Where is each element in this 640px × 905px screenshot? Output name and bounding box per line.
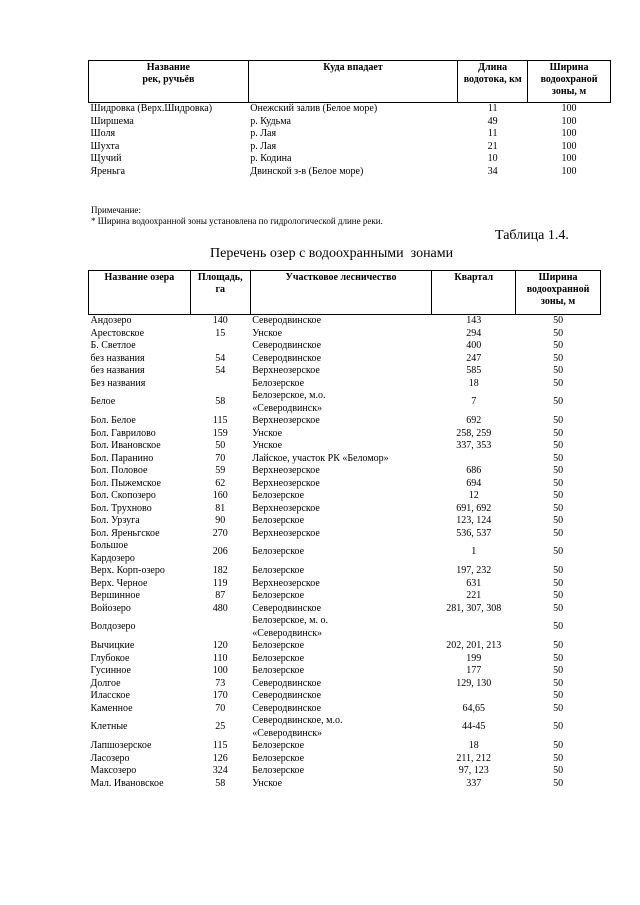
table-cell: 206 — [212, 546, 228, 558]
table-cell: 50 — [553, 765, 564, 776]
table-cell: 324 — [212, 765, 228, 776]
note-text: * Ширина водоохранной зоны установлена по гидрологической длине реки. — [91, 216, 383, 226]
table-cell: 10 — [487, 153, 498, 164]
table-cell: Унское — [252, 777, 283, 789]
table-cell: Лайское, участок РК «Беломор» — [252, 452, 389, 464]
table-row — [89, 116, 611, 129]
table-cell: 143 — [466, 315, 482, 326]
table-row — [89, 653, 601, 666]
table-cell: Бол. Пыжемское — [90, 477, 161, 489]
table-row — [89, 415, 601, 428]
table-cell: 197, 232 — [456, 565, 492, 576]
table-cell: без названия — [90, 365, 145, 376]
table-cell: Ширшема — [90, 115, 134, 127]
table-cell: 58 — [215, 777, 226, 789]
table-row — [89, 590, 601, 603]
table-row — [89, 340, 601, 353]
lakes-table — [88, 270, 601, 790]
header-area: Площадь, га — [190, 271, 250, 315]
table-cell: 170 — [212, 690, 228, 701]
table-row — [89, 703, 601, 716]
table-cell: Верхнеозерское — [252, 527, 320, 539]
table-cell: 140 — [212, 315, 228, 326]
table-cell: 50 — [553, 396, 564, 408]
table-cell: 115 — [212, 415, 228, 426]
table-cell: 177 — [466, 665, 482, 676]
table-row — [89, 378, 601, 391]
table-cell — [432, 453, 516, 466]
table-cell — [190, 615, 250, 640]
table-cell: 50 — [553, 502, 564, 514]
table-cell: 90 — [215, 515, 226, 526]
table-cell: 337, 353 — [456, 440, 492, 451]
table-cell: Бол. Урзуга — [90, 515, 140, 526]
lakes-table-header — [89, 271, 601, 315]
table-cell: 50 — [553, 702, 564, 714]
table-cell: Северодвинское, м.о. «Северодвинск» — [252, 715, 343, 739]
table-cell: 50 — [215, 440, 226, 451]
table-cell: 258, 259 — [456, 427, 492, 439]
table-cell: Андозеро — [90, 315, 132, 326]
table-cell: 100 — [561, 140, 577, 152]
header-flows-into: Куда впадает — [248, 61, 457, 103]
header-lake-name: Название озера — [89, 271, 191, 315]
table-cell: 631 — [466, 577, 482, 589]
table-cell: Глубокое — [90, 652, 130, 664]
table-row — [89, 603, 601, 616]
table-cell: 211, 212 — [456, 752, 492, 764]
table-cell — [190, 340, 250, 353]
table-cell: 686 — [466, 465, 482, 476]
table-cell: 50 — [553, 777, 564, 789]
table-cell: Бол. Ивановское — [90, 440, 161, 451]
table-cell: 18 — [468, 740, 479, 751]
table-cell: Верхнеозерское — [252, 365, 320, 376]
table-cell: Каменное — [90, 702, 133, 714]
table-row — [89, 715, 601, 740]
table-cell: Иласское — [90, 690, 130, 701]
table-cell: 50 — [553, 452, 564, 464]
table-cell: 50 — [553, 327, 564, 339]
table-cell: 221 — [466, 590, 482, 601]
header-length: Длина водотока, км — [458, 61, 528, 103]
table-cell: Вершинное — [90, 590, 140, 601]
table-cell: 11 — [487, 128, 498, 139]
table-cell: 281, 307, 308 — [446, 602, 502, 614]
table-cell: 110 — [212, 652, 228, 664]
table-cell: 50 — [553, 515, 564, 526]
table-cell: Бол. Скопозеро — [90, 490, 156, 501]
table-cell: 536, 537 — [456, 527, 492, 539]
table-cell: Белозерское — [252, 652, 305, 664]
table-cell: Онежский залив (Белое море) — [250, 103, 378, 114]
table-cell: 50 — [553, 652, 564, 664]
table-row — [89, 141, 611, 154]
table-row — [89, 740, 601, 753]
table-cell: Вычицкие — [90, 640, 135, 651]
table-cell: Клетные — [90, 721, 128, 733]
table-cell: Унское — [252, 427, 283, 439]
table-row — [89, 665, 601, 678]
table-cell: Бол. Трухново — [90, 502, 152, 514]
table-cell: без названия — [90, 352, 145, 364]
table-row — [89, 528, 601, 541]
table-cell: 50 — [553, 352, 564, 364]
table-cell: р. Лая — [250, 140, 277, 152]
table-cell: р. Кудьма — [250, 115, 291, 127]
table-cell: 50 — [553, 577, 564, 589]
table-row — [89, 765, 601, 778]
table-cell: 50 — [553, 415, 564, 426]
table-cell: р. Лая — [250, 128, 277, 139]
table-cell: Лапшозерское — [90, 740, 152, 751]
table-row — [89, 615, 601, 640]
table-row — [89, 328, 601, 341]
table-row — [89, 166, 611, 179]
table-cell: Северодвинское — [252, 340, 322, 351]
table-cell: Гусинное — [90, 665, 131, 676]
header-forestry: Участковое лесничество — [250, 271, 432, 315]
table-row — [89, 478, 601, 491]
table-cell: Белозерское, м. о. «Северодвинск» — [252, 615, 328, 639]
header-river-name: Название рек, ручьёв — [89, 61, 249, 103]
table-cell: 44-45 — [462, 721, 486, 733]
table-cell: Верхнеозерское — [252, 477, 320, 489]
table-cell: Большое Кардозеро — [90, 540, 135, 564]
table-cell: Ласозеро — [90, 752, 130, 764]
table-cell: 199 — [466, 652, 482, 664]
table-cell: 120 — [212, 640, 228, 651]
table-row — [89, 315, 601, 328]
table-cell: Арестовское — [90, 327, 145, 339]
table-row — [89, 690, 601, 703]
table-cell: Белозерское — [252, 590, 305, 601]
table-cell: Белое — [90, 396, 116, 408]
table-cell: 270 — [212, 527, 228, 539]
table-cell: Двинской з-в (Белое море) — [250, 165, 364, 177]
lakes-table-body — [89, 315, 601, 791]
table-cell: Бол. Паранино — [90, 452, 154, 464]
table-cell: Шидровка (Верх.Шидровка) — [90, 103, 213, 114]
table-cell: 100 — [561, 165, 577, 177]
table-cell: 64,65 — [462, 702, 485, 714]
table-cell: Северодвинское — [252, 315, 322, 326]
table-row — [89, 640, 601, 653]
table-row — [89, 153, 611, 166]
table-cell: 294 — [466, 327, 482, 339]
table-row — [89, 490, 601, 503]
table-cell: Белозерское — [252, 490, 305, 501]
table-cell: 1 — [471, 546, 477, 558]
note-label: Примечание: — [91, 205, 141, 215]
table-row — [89, 465, 601, 478]
table-cell: Верхнеозерское — [252, 502, 320, 514]
table-cell: Верх. Корп-озеро — [90, 565, 165, 576]
header-zone-width: Ширина водоохраной зоны, м — [528, 61, 611, 103]
table-cell: 50 — [553, 665, 564, 676]
table-cell: 50 — [553, 365, 564, 376]
table-cell: 18 — [468, 377, 479, 389]
table-cell: 50 — [553, 602, 564, 614]
table-cell: 126 — [212, 752, 228, 764]
table-cell: Щучий — [90, 153, 122, 164]
table-row — [89, 353, 601, 366]
table-cell: 50 — [553, 315, 564, 326]
table-cell: 400 — [466, 340, 482, 351]
table-cell: 25 — [215, 721, 226, 733]
table-cell: 119 — [212, 577, 228, 589]
table-cell: Северодвинское — [252, 690, 322, 701]
table-cell: 100 — [561, 103, 577, 114]
table-row — [89, 540, 601, 565]
table-cell: 50 — [553, 465, 564, 476]
table-cell: 15 — [215, 327, 226, 339]
table-row — [89, 578, 601, 591]
table-cell: 129, 130 — [456, 677, 492, 689]
table-row — [89, 453, 601, 466]
table-cell: Северодвинское — [252, 677, 322, 689]
table-cell: 50 — [553, 477, 564, 489]
table-cell: 182 — [212, 565, 228, 576]
table-row — [89, 753, 601, 766]
table-cell: 115 — [212, 740, 228, 751]
table-row — [89, 503, 601, 516]
table-cell: Шухта — [90, 140, 120, 152]
table-cell: 50 — [553, 565, 564, 576]
table-cell: 50 — [553, 490, 564, 501]
table-cell: 54 — [215, 365, 226, 376]
table-cell: 50 — [553, 640, 564, 651]
table-cell: 202, 201, 213 — [446, 640, 502, 651]
table-cell: Верхнеозерское — [252, 465, 320, 476]
table-cell: 59 — [215, 465, 226, 476]
table-cell: Белозерское — [252, 752, 305, 764]
table-cell: Белозерское, м.о. «Северодвинск» — [252, 390, 326, 414]
table-cell: 50 — [553, 377, 564, 389]
table-row — [89, 515, 601, 528]
table-cell: 50 — [553, 440, 564, 451]
table-cell: 50 — [553, 721, 564, 733]
table-row — [89, 428, 601, 441]
table-cell: 73 — [215, 677, 226, 689]
table-cell: 692 — [466, 415, 482, 426]
table-cell: Войозеро — [90, 602, 131, 614]
table-row — [89, 440, 601, 453]
table-cell: Бол. Яреньгское — [90, 527, 160, 539]
table-cell: 691, 692 — [456, 502, 492, 514]
table-cell: Волдозеро — [90, 621, 136, 633]
table-cell: Яреньга — [90, 165, 126, 177]
table-cell: 100 — [212, 665, 228, 676]
table-cell: 123, 124 — [456, 515, 492, 526]
header-quarter: Квартал — [432, 271, 516, 315]
table-cell: Белозерское — [252, 546, 305, 558]
table-cell: Белозерское — [252, 765, 305, 776]
table-cell: 34 — [487, 165, 498, 177]
table-cell: 159 — [212, 427, 228, 439]
header-zone-width: Ширина водоохранной зоны, м — [516, 271, 601, 315]
table-cell: 50 — [553, 740, 564, 751]
table-cell: Белозерское — [252, 665, 305, 676]
table-cell: Унское — [252, 440, 283, 451]
table-cell — [190, 378, 250, 391]
table-cell: 160 — [212, 490, 228, 501]
table-cell: 50 — [553, 427, 564, 439]
table-cell: Белозерское — [252, 515, 305, 526]
table-cell: Верхнеозерское — [252, 415, 320, 426]
table-cell: Северодвинское — [252, 702, 322, 714]
table-cell: Белозерское — [252, 565, 305, 576]
table-cell: 100 — [561, 115, 577, 127]
table-cell: 50 — [553, 590, 564, 601]
table-cell: 694 — [466, 477, 482, 489]
table-cell: Северодвинское — [252, 352, 322, 364]
table-number: Таблица 1.4. — [495, 228, 569, 243]
table-cell: Северодвинское — [252, 602, 322, 614]
table-cell: 49 — [487, 115, 498, 127]
table-cell: Долгое — [90, 677, 121, 689]
table-cell: 50 — [553, 546, 564, 558]
table-row — [89, 103, 611, 116]
table-cell: 97, 123 — [458, 765, 489, 776]
rivers-table-header — [89, 61, 611, 103]
table-cell: 21 — [487, 140, 498, 152]
table-cell: 480 — [212, 602, 228, 614]
rivers-table — [88, 60, 611, 178]
table-cell: Бол. Гаврилово — [90, 427, 156, 439]
table-cell: 337 — [466, 777, 482, 789]
table-cell: 50 — [553, 677, 564, 689]
table-row — [89, 128, 611, 141]
table-cell: 585 — [466, 365, 482, 376]
table-cell: Белозерское — [252, 740, 305, 751]
table-row — [89, 678, 601, 691]
table-cell — [432, 690, 516, 703]
table-cell: Белозерское — [252, 377, 305, 389]
table-cell: Мал. Ивановское — [90, 777, 164, 789]
table-cell — [432, 615, 516, 640]
table-cell: Бол. Половое — [90, 465, 148, 476]
table-cell: 50 — [553, 752, 564, 764]
table-cell: 50 — [553, 527, 564, 539]
table-cell: 62 — [215, 477, 226, 489]
table-cell: 50 — [553, 340, 564, 351]
rivers-table-body — [89, 103, 611, 179]
table-cell: 11 — [487, 103, 498, 114]
table-cell: р. Кодина — [250, 153, 292, 164]
table-cell: Без названия — [90, 377, 146, 389]
table-cell: 87 — [215, 590, 226, 601]
table-row — [89, 778, 601, 791]
table-cell: 81 — [215, 502, 226, 514]
table-cell: Максозеро — [90, 765, 137, 776]
table-cell: 100 — [561, 128, 577, 139]
lakes-table-title: Перечень озер с водоохранными зонами — [210, 246, 454, 261]
table-cell: 54 — [215, 352, 226, 364]
table-cell: 58 — [215, 396, 226, 408]
table-cell: 247 — [466, 352, 482, 364]
table-cell: 100 — [561, 153, 577, 164]
table-row — [89, 565, 601, 578]
table-cell: Бол. Белое — [90, 415, 136, 426]
table-cell: 7 — [471, 396, 477, 408]
table-cell: Шоля — [90, 128, 116, 139]
table-cell: 70 — [215, 702, 226, 714]
table-cell: 70 — [215, 452, 226, 464]
table-cell: 12 — [468, 490, 479, 501]
table-cell: Верх. Черное — [90, 577, 148, 589]
table-cell: Белозерское — [252, 640, 305, 651]
table-row — [89, 365, 601, 378]
table-cell: Унское — [252, 327, 283, 339]
table-cell: Верхнеозерское — [252, 577, 320, 589]
table-cell: Б. Светлое — [90, 340, 136, 351]
table-cell: 50 — [553, 690, 564, 701]
table-cell: 50 — [553, 621, 564, 633]
table-row — [89, 390, 601, 415]
